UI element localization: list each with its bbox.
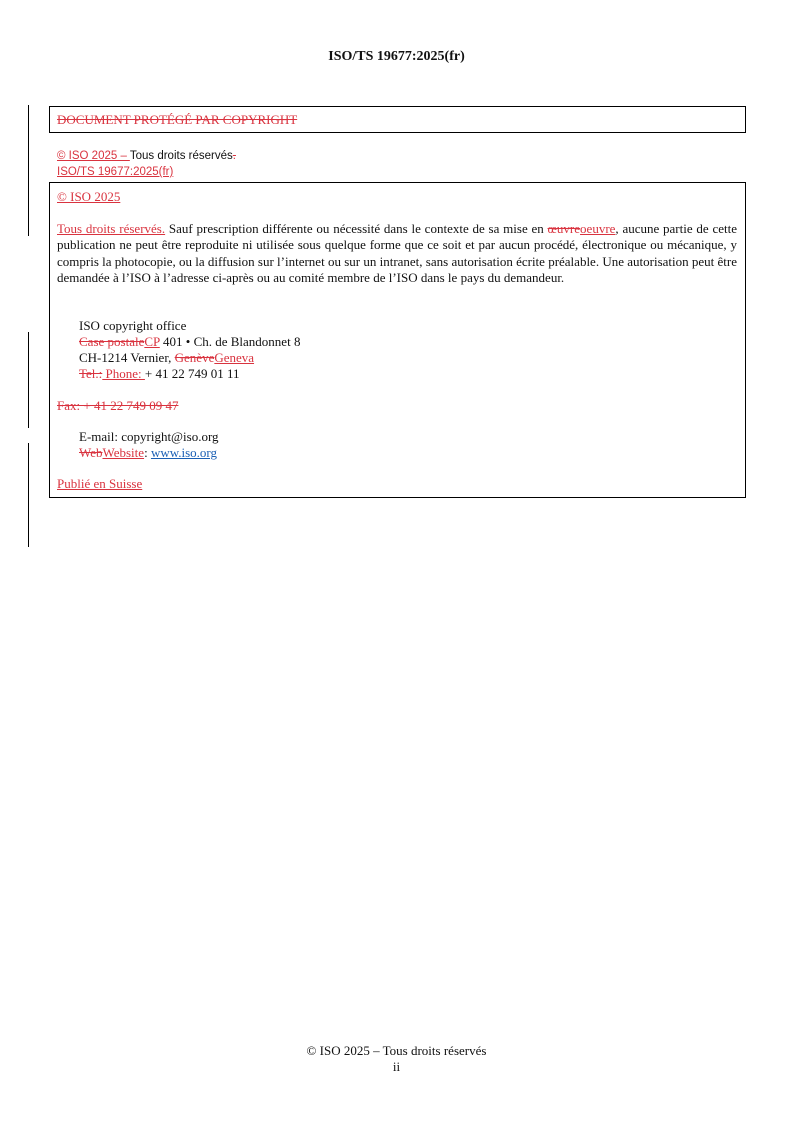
website-link[interactable]: www.iso.org (150, 445, 218, 460)
change-bar (28, 105, 29, 236)
paragraph-text: , aucune partie de cette publication ne peut être reproduite ni utilisée sous quelque forme que ce soit et par aucun procédé, électronique ou mécanique, y compris la photocopie, ou la diffusion sur l’internet ou sur un intranet, sans autorisation écrite préalable. Une autorisation peut être demandée à l’ISO à l’adresse ci-après ou au comité membre de l’ISO dans le pays du demandeur. (57, 221, 737, 285)
deleted-text: œuvre (547, 221, 581, 236)
copyright-line (57, 150, 236, 162)
change-bar (28, 443, 29, 547)
inserted-text: © ISO 2025 – (57, 150, 130, 162)
deleted-text: Tel.: (79, 366, 103, 381)
office-name: ISO copyright office (79, 318, 187, 333)
contact-block (79, 429, 219, 461)
inserted-text: Website (102, 445, 145, 460)
fax-line: Fax: + 41 22 749 09 47 (57, 398, 179, 413)
copyright-box (49, 182, 746, 498)
doc-reference: ISO/TS 19677:2025(fr) (57, 166, 174, 178)
page-number: ii (392, 1059, 401, 1074)
paragraph-text: Sauf prescription différente ou nécessité dans le contexte de sa mise en (165, 221, 548, 236)
website-line (79, 445, 219, 461)
address-line (79, 334, 300, 350)
inserted-text: Geneva (214, 350, 255, 365)
rights-text: Tous droits réservés (129, 150, 233, 162)
inserted-text: Phone: (102, 366, 145, 381)
rights-paragraph (57, 221, 737, 286)
inserted-text: Tous droits réservés. (57, 221, 166, 236)
email-line: E-mail: copyright@iso.org (79, 429, 219, 444)
phone-line (79, 366, 300, 382)
colon: : (144, 445, 151, 460)
phone-number: + 41 22 749 01 11 (144, 366, 240, 381)
deleted-text: . (232, 150, 236, 162)
city-line (79, 350, 300, 366)
address-text: 401 • Ch. de Blandonnet 8 (159, 334, 301, 349)
published-in: Publié en Suisse (57, 476, 143, 491)
inserted-text: CP (144, 334, 160, 349)
header-title: ISO/TS 19677:2025(fr) (328, 49, 465, 64)
deleted-title: DOCUMENT PROTÉGÉ PAR COPYRIGHT (57, 112, 298, 127)
city-text: CH-1214 Vernier, (79, 350, 175, 365)
deleted-text: Case postale (79, 334, 145, 349)
footer-copyright: © ISO 2025 – Tous droits réservés (306, 1043, 487, 1058)
deleted-text: Genève (174, 350, 215, 365)
change-bar (28, 332, 29, 428)
deleted-text: Web (79, 445, 103, 460)
address-block (79, 318, 300, 382)
copyright-notice-box (49, 106, 746, 133)
copyright-year: © ISO 2025 (57, 189, 121, 204)
inserted-text: oeuvre (580, 221, 616, 236)
